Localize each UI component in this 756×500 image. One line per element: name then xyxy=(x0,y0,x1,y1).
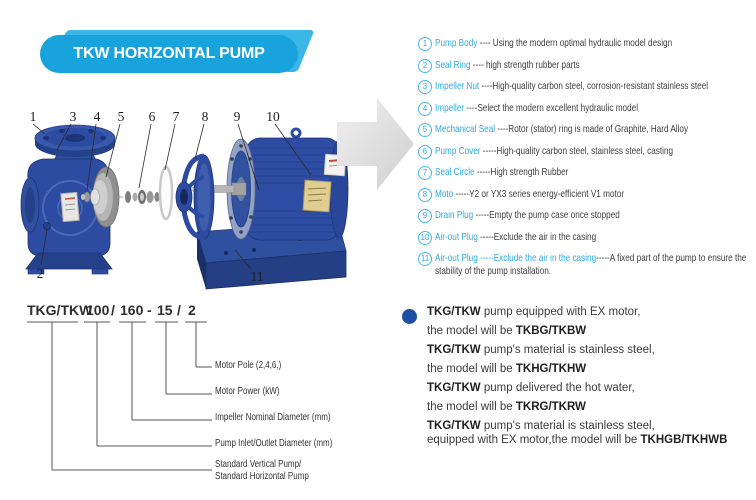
circled-number: 3 xyxy=(418,80,432,94)
callout-11: 11 xyxy=(250,269,264,284)
label-impeller-diameter: Impeller Nominal Diameter (mm) xyxy=(215,412,331,423)
circled-number: 6 xyxy=(418,145,432,159)
list-item: 6 Pump Cover -----High-quality carbon steel, stainless steel, casting xyxy=(418,145,754,159)
pump-cover-illustration xyxy=(176,155,214,239)
model-code-sep: / xyxy=(177,302,181,318)
callout-3: 3 xyxy=(69,109,77,124)
model-code-pole: 2 xyxy=(188,302,196,318)
bullet-icon xyxy=(402,309,417,324)
model-code-series: TKG/TKW xyxy=(27,302,93,318)
label-standard-horizontal: Standard Horizontal Pump xyxy=(215,471,309,482)
model-code-impeller: 160 xyxy=(120,302,144,318)
callout-6: 6 xyxy=(148,109,156,124)
pump-exploded-diagram xyxy=(8,93,353,298)
callout-2: 2 xyxy=(36,266,44,281)
list-item: 9 Drain Plug -----Empty the pump case once stopped xyxy=(418,209,754,223)
list-item: 10 Air-out Plug -----Exclude the air in the casing xyxy=(418,231,754,245)
callout-7: 7 xyxy=(172,109,180,124)
circled-number: 1 xyxy=(418,37,432,51)
list-item: 8 Moto -----Y2 or YX3 series energy-efficient V1 motor xyxy=(418,188,754,202)
list-item: 4 Impeller ----Select the modern excellent hydraulic model xyxy=(418,102,754,116)
list-item: 7 Seal Circle -----High strength Rubber xyxy=(418,166,754,180)
circled-number: 4 xyxy=(418,102,432,116)
title-banner xyxy=(38,27,314,79)
list-item: 5 Mechanical Seal ----Rotor (stator) ring is made of Graphite, Hard Alloy xyxy=(418,123,754,137)
variant-line: TKG/TKW pump's material is stainless steel, xyxy=(427,344,655,356)
parts-list xyxy=(418,37,754,285)
list-item: 1 Pump Body ---- Using the modern optimal hydraulic model design xyxy=(418,37,754,51)
callout-10: 10 xyxy=(266,109,280,124)
list-item: 2 Seal Ring ---- high strength rubber parts xyxy=(418,59,754,73)
callout-9: 9 xyxy=(233,109,241,124)
circled-number: 7 xyxy=(418,166,432,180)
circled-number: 9 xyxy=(418,209,432,223)
label-motor-power: Motor Power (kW) xyxy=(215,386,280,397)
variant-line: TKG/TKW pump's material is stainless steel, xyxy=(427,420,655,432)
label-inlet-outlet: Pump Inlet/Outlet Diameter (mm) xyxy=(215,438,333,449)
seal-circle-illustration xyxy=(160,167,172,219)
model-code-sep: / xyxy=(111,302,115,318)
circled-number: 10 xyxy=(418,231,432,245)
label-standard-vertical: Standard Vertical Pump/ xyxy=(215,459,302,470)
circled-number: 8 xyxy=(418,188,432,202)
variant-line: the model will be TKRG/TKRW xyxy=(427,401,586,413)
banner-pill xyxy=(40,35,298,73)
list-item: 3 Impeller Nut ----High-quality carbon steel, corrosion-resistant stainless steel xyxy=(418,80,754,94)
circled-number: 2 xyxy=(418,59,432,73)
variants-block xyxy=(400,306,752,453)
callout-4: 4 xyxy=(93,109,101,124)
variant-line: the model will be TKHG/TKHW xyxy=(427,363,587,375)
variant-line: TKG/TKW pump equipped with EX motor, xyxy=(427,306,641,318)
label-motor-pole: Motor Pole (2,4,6,) xyxy=(215,360,282,371)
list-item: 11 Air-out Plug -----Exclude the air in the casing-----A fixed part of the pump to ensure the stability of the pump installation. xyxy=(418,252,754,277)
variant-line: equipped with EX motor,the model will be TKHGB/TKHWB xyxy=(427,433,728,446)
variant-line: TKG/TKW pump delivered the hot water, xyxy=(427,382,635,394)
callout-1: 1 xyxy=(29,109,37,124)
variant-line: the model will be TKBG/TKBW xyxy=(427,325,587,337)
circled-number: 11 xyxy=(418,252,432,266)
model-code-sep: - xyxy=(147,302,152,318)
circled-number: 5 xyxy=(418,123,432,137)
model-code-power: 15 xyxy=(157,302,173,318)
model-code-inlet: 100 xyxy=(86,302,110,318)
callout-5: 5 xyxy=(117,109,125,124)
callout-8: 8 xyxy=(201,109,209,124)
page-title: TKW HORIZONTAL PUMP xyxy=(73,45,265,62)
right-arrow-icon xyxy=(337,96,415,192)
